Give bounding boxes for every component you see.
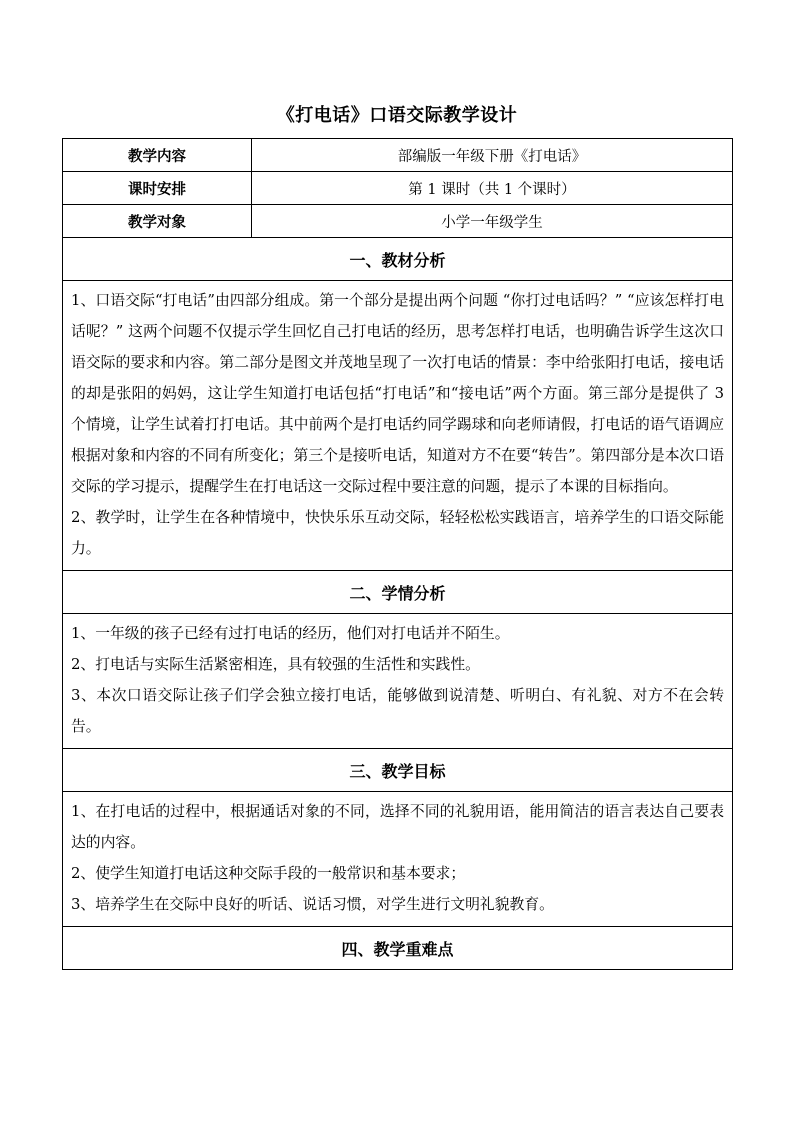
info-label-content: 教学内容 [63, 139, 252, 172]
section-heading-row [63, 238, 733, 281]
section-heading-row [63, 749, 733, 792]
paragraph: 1、在打电话的过程中，根据通话对象的不同，选择不同的礼貌用语，能用简洁的语言表达自己要表达的内容。 [71, 803, 724, 851]
info-value-schedule: 第 1 课时（共 1 个课时） [252, 172, 733, 205]
info-row-content [63, 139, 733, 172]
info-value-content: 部编版一年级下册《打电话》 [252, 139, 733, 172]
info-label-schedule: 课时安排 [63, 172, 252, 205]
info-value-audience: 小学一年级学生 [252, 205, 733, 238]
section-body-row [63, 281, 733, 571]
section-heading-textbook-analysis: 一、教材分析 [63, 238, 733, 281]
section-heading-row [63, 927, 733, 970]
section-body-learner-analysis [63, 614, 733, 749]
section-body-row [63, 792, 733, 927]
section-body-row [63, 614, 733, 749]
section-heading-teaching-goals: 三、教学目标 [63, 749, 733, 792]
paragraph: 1、口语交际“打电话”由四部分组成。第一个部分是提出两个问题 “你打过电话吗？” “应该怎样打电话呢？” 这两个问题不仅提示学生回忆自己打电话的经历，思考怎样打电话，也明确告诉学生这次口语交际的要求和内容。第二部分是图文并茂地呈现了一次打电话的情景：李中给张阳打电话，接电话的却是张阳的妈妈，这让学生知道打电话包括“打电话”和“接电话”两个方面。第三部分是提供了 3 个情境，让学生试着打打电话。其中前两个是打电话约同学踢球和向老师请假，打电话的语气语调应根据对象和内容的不同有所变化；第三个是接听电话，知道对方不在要“转告”。第四部分是本次口语交际的学习提示，提醒学生在打电话这一交际过程中要注意的问题，提示了本课的目标指向。 [71, 292, 724, 495]
paragraph: 2、教学时，让学生在各种情境中，快快乐乐互动交际，轻轻松松实践语言，培养学生的口语交际能力。 [71, 509, 724, 557]
paragraph: 2、打电话与实际生活紧密相连，具有较强的生活性和实践性。 [71, 656, 480, 673]
section-heading-key-difficulties: 四、教学重难点 [63, 927, 733, 970]
paragraph: 1、一年级的孩子已经有过打电话的经历，他们对打电话并不陌生。 [71, 625, 510, 642]
section-body-teaching-goals [63, 792, 733, 927]
lesson-plan-table [62, 138, 733, 970]
info-row-audience [63, 205, 733, 238]
paragraph: 2、使学生知道打电话这种交际手段的一般常识和基本要求； [71, 865, 466, 882]
section-heading-learner-analysis: 二、学情分析 [63, 571, 733, 614]
section-heading-row [63, 571, 733, 614]
document-title: 《打电话》口语交际教学设计 [276, 105, 518, 126]
paragraph: 3、本次口语交际让孩子们学会独立接打电话，能够做到说清楚、听明白、有礼貌、对方不在会转告。 [71, 687, 724, 735]
info-label-audience: 教学对象 [63, 205, 252, 238]
paragraph: 3、培养学生在交际中良好的听话、说话习惯，对学生进行文明礼貌教育。 [71, 896, 554, 913]
info-row-schedule [63, 172, 733, 205]
section-body-textbook-analysis [63, 281, 733, 571]
